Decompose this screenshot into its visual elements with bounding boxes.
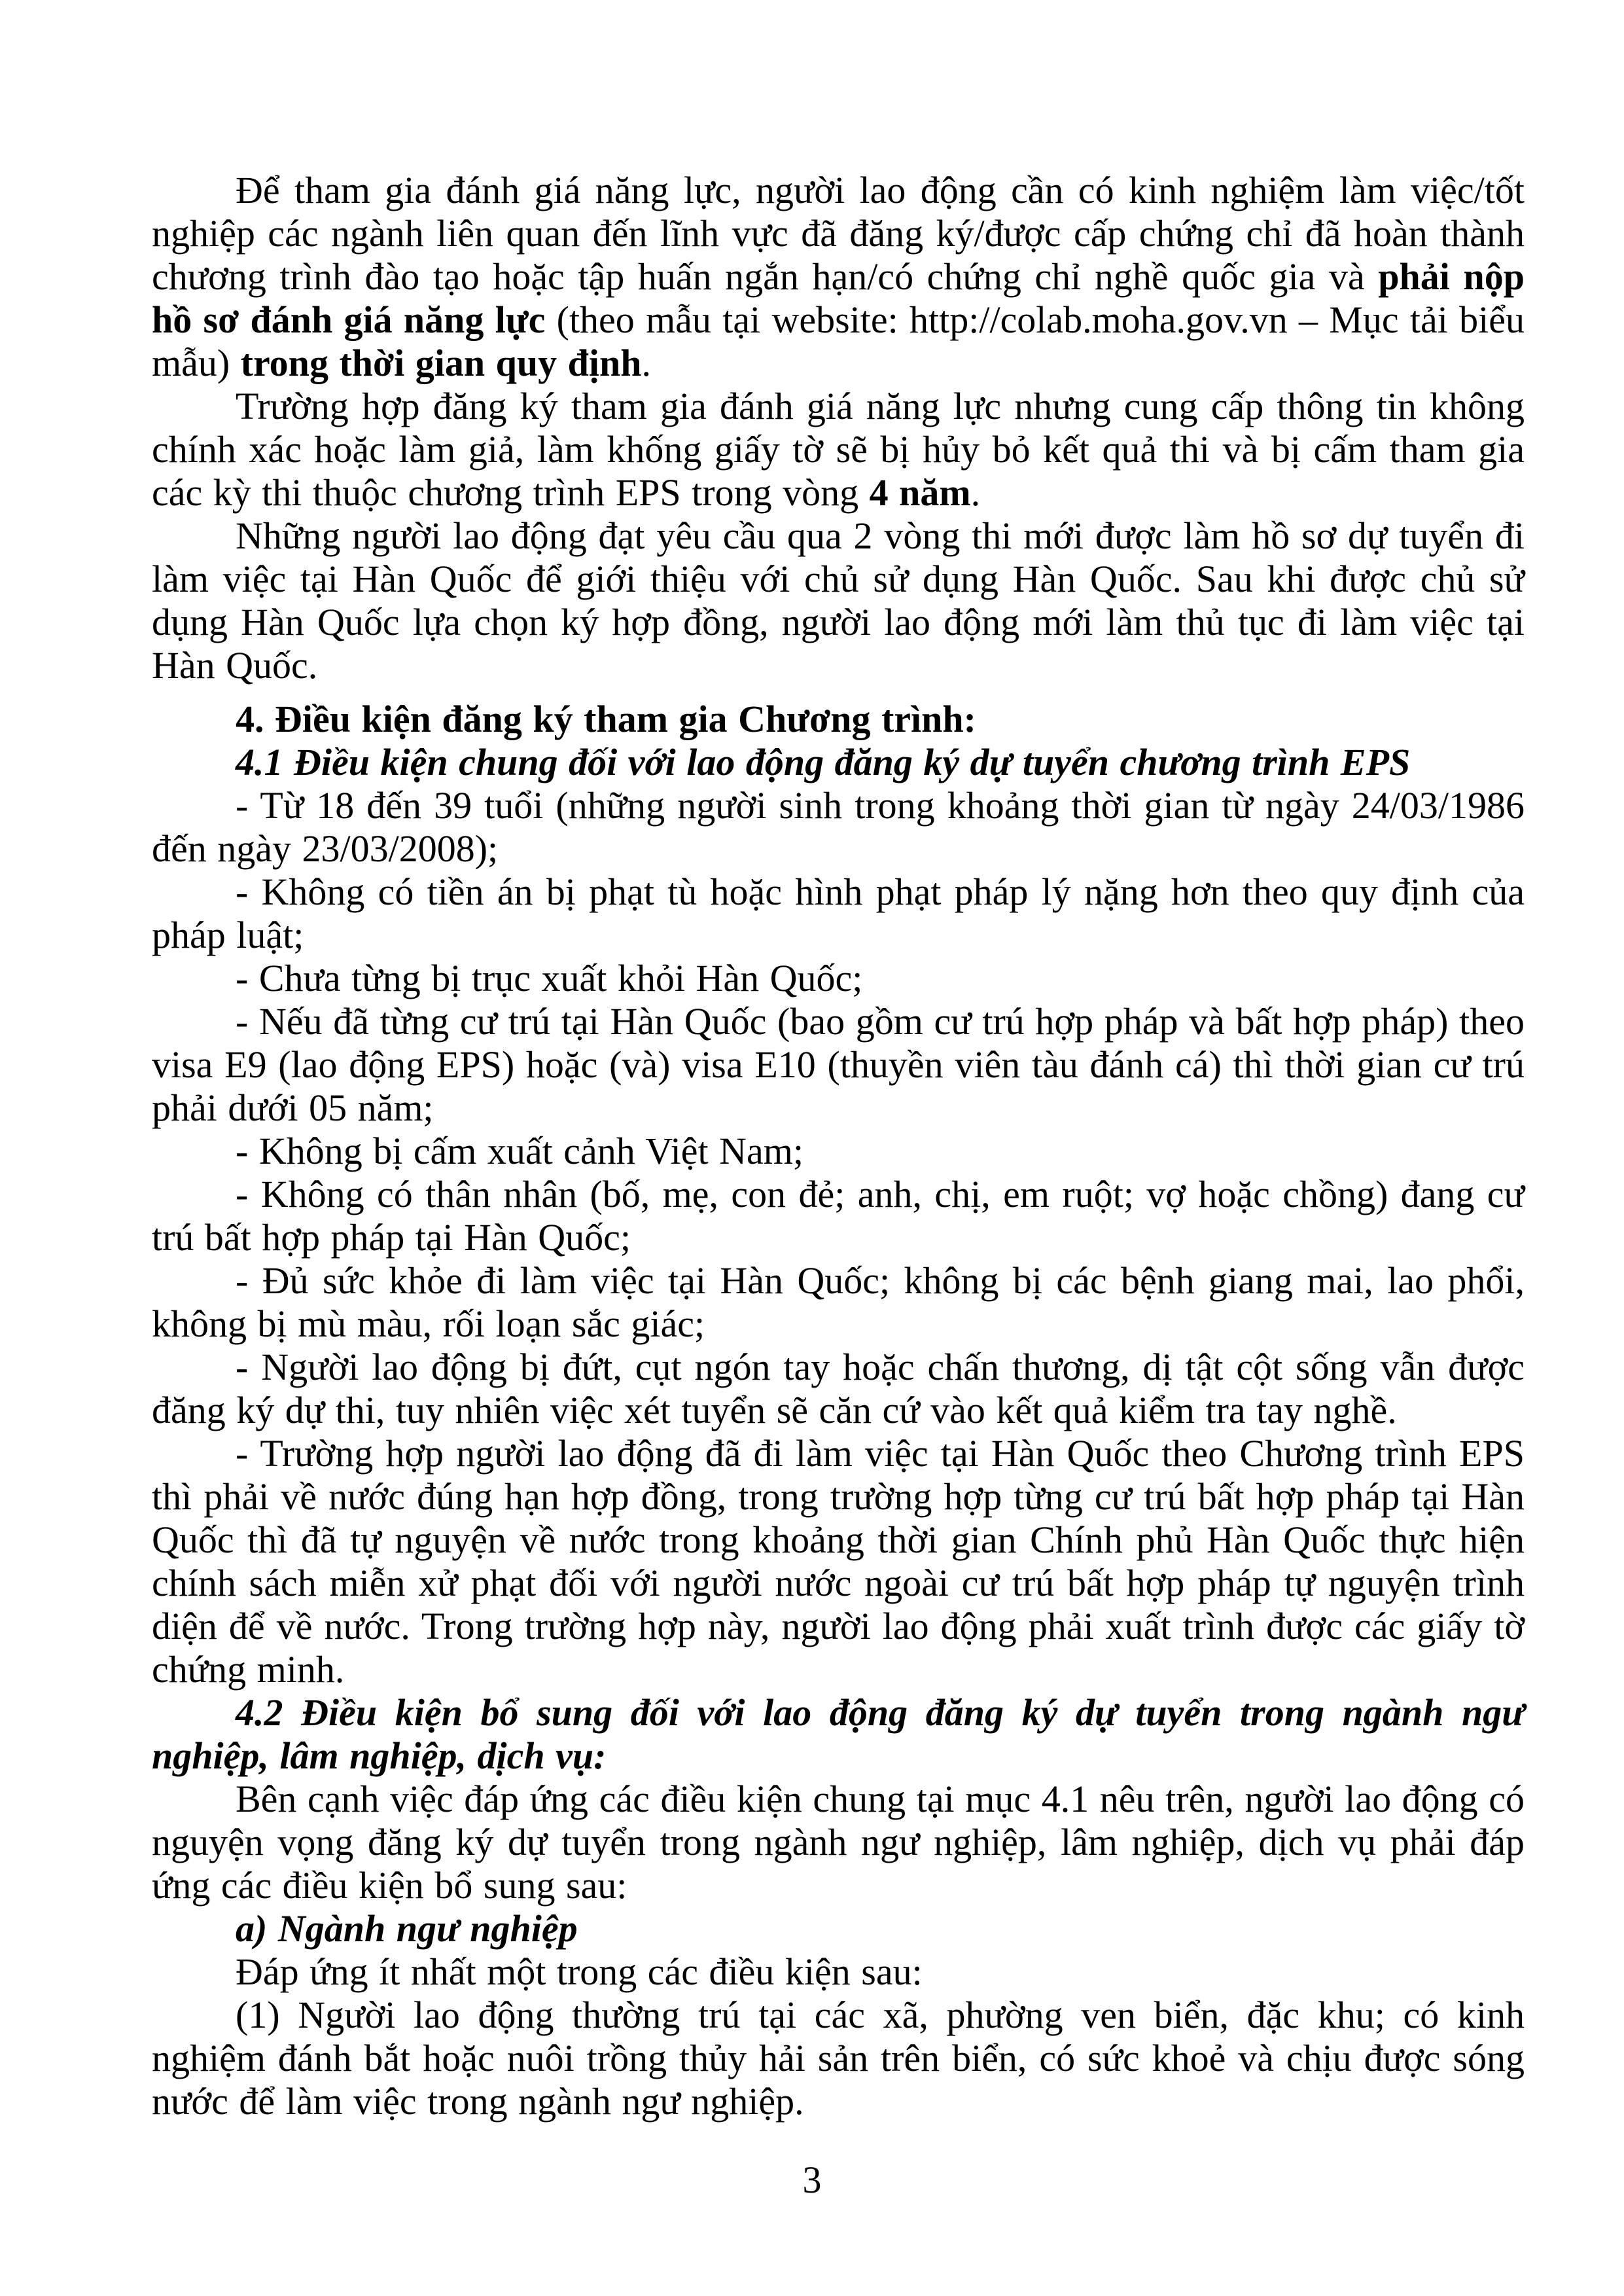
section-heading-4-1 [152, 741, 1525, 784]
text-run: - Đủ sức khỏe đi làm việc tại Hàn Quốc; không bị các bệnh giang mai, lao phổi, không bị mù màu, rối loạn sắc giác; [152, 1259, 1525, 1345]
text-run: - Không có tiền án bị phạt tù hoặc hình phạt pháp lý nặng hơn theo quy định của pháp luật; [152, 870, 1525, 956]
section-heading-a [152, 1907, 1525, 1950]
text-content [152, 169, 1525, 2123]
page-number: 3 [802, 2159, 822, 2201]
text-run: . [641, 342, 652, 384]
para-at-least-one [152, 1950, 1525, 1994]
text-run: . [970, 471, 981, 514]
bullet-age [152, 784, 1525, 870]
text-run: - Người lao động bị đứt, cụt ngón tay hoặc chấn thương, dị tật cột sống vẫn được đăng ký dự thi, tuy nhiên việc xét tuyển sẽ căn cứ vào kết quả kiểm tra tay nghề. [152, 1346, 1525, 1431]
text-run: Để tham gia đánh giá năng lực, người lao động cần có kinh nghiệm làm việc/tốt nghiệp các ngành liên quan đến lĩnh vực đã đăng ký/được cấp chứng chỉ đã hoàn thành chương trình đào tạo hoặc tập huấn ngắn hạn/có chứng chỉ nghề quốc gia và [152, 169, 1525, 298]
text-run: 4.1 Điều kiện chung đối với lao động đăng ký dự tuyển chương trình EPS [236, 741, 1411, 783]
bullet-exit-ban [152, 1130, 1525, 1173]
section-heading-4-2 [152, 1691, 1525, 1778]
text-run: (1) Người lao động thường trú tại các xã, phường ven biển, đặc khu; có kinh nghiệm đánh bắt hoặc nuôi trồng thủy hải sản trên biển, có sức khoẻ và chịu được sóng nước để làm việc trong ngành ngư nghiệp. [152, 1994, 1525, 2123]
text-run: Đáp ứng ít nhất một trong các điều kiện sau: [236, 1950, 923, 1993]
text-run: Bên cạnh việc đáp ứng các điều kiện chung tại mục 4.1 nêu trên, người lao động có nguyện vọng đăng ký dự tuyển trong ngành ngư nghiệp, lâm nghiệp, dịch vụ phải đáp ứng các điều kiện bổ sung sau: [152, 1778, 1525, 1907]
text-run: 4.2 Điều kiện bổ sung đối với lao động đăng ký dự tuyển trong ngành ngư nghiệp, lâm nghiệp, dịch vụ: [152, 1691, 1525, 1777]
bullet-criminal-record [152, 870, 1525, 957]
text-run: - Từ 18 đến 39 tuổi (những người sinh trong khoảng thời gian từ ngày 24/03/1986 đến ngày 23/03/2008); [152, 784, 1525, 870]
text-run: phải nộp hồ sơ đánh giá năng lực [152, 255, 1525, 341]
text-run: Trường hợp đăng ký tham gia đánh giá năng lực nhưng cung cấp thông tin không chính xác hoặc làm giả, làm khống giấy tờ sẽ bị hủy bỏ kết quả thi và bị cấm tham gia các kỳ thi thuộc chương trình EPS trong vòng [152, 385, 1525, 514]
bullet-relatives [152, 1173, 1525, 1259]
para-fishery-condition-1 [152, 1994, 1525, 2123]
para-two-rounds [152, 514, 1525, 687]
text-run: trong thời gian quy định [240, 342, 642, 384]
text-run: 4 năm [869, 471, 971, 514]
para-fraud-warning [152, 385, 1525, 514]
text-run: 4. Điều kiện đăng ký tham gia Chương trình: [236, 698, 976, 740]
bullet-deportation [152, 957, 1525, 1000]
bullet-returnees [152, 1432, 1525, 1691]
text-run: Những người lao động đạt yêu cầu qua 2 vòng thi mới được làm hồ sơ dự tuyển đi làm việc tại Hàn Quốc để giới thiệu với chủ sử dụng Hàn Quốc. Sau khi được chủ sử dụng Hàn Quốc lựa chọn ký hợp đồng, người lao động mới làm thủ tục đi làm việc tại Hàn Quốc. [152, 514, 1525, 687]
text-run: (theo mẫu tại website: http://colab.moha.gov.vn – Mục tải biểu mẫu) [152, 298, 1525, 384]
text-run: - Không bị cấm xuất cảnh Việt Nam; [236, 1130, 803, 1172]
text-run: - Nếu đã từng cư trú tại Hàn Quốc (bao gồm cư trú hợp pháp và bất hợp pháp) theo visa E9 (lao động EPS) hoặc (và) visa E10 (thuyền viên tàu đánh cá) thì thời gian cư trú phải dưới 05 năm; [152, 1000, 1525, 1129]
text-run: a) Ngành ngư nghiệp [236, 1907, 578, 1950]
bullet-health [152, 1259, 1525, 1346]
text-run: - Trường hợp người lao động đã đi làm việc tại Hàn Quốc theo Chương trình EPS thì phải về nước đúng hạn hợp đồng, trong trường hợp từng cư trú bất hợp pháp tại Hàn Quốc thì đã tự nguyện về nước trong khoảng thời gian Chính phủ Hàn Quốc thực hiện chính sách miễn xử phạt đối với người nước ngoài cư trú bất hợp pháp tự nguyện trình diện để về nước. Trong trường hợp này, người lao động phải xuất trình được các giấy tờ chứng minh. [152, 1432, 1525, 1691]
section-heading-4 [152, 698, 1525, 741]
text-run: - Không có thân nhân (bố, mẹ, con đẻ; anh, chị, em ruột; vợ hoặc chồng) đang cư trú bất hợp pháp tại Hàn Quốc; [152, 1173, 1525, 1259]
bullet-injury [152, 1346, 1525, 1432]
text-run: - Chưa từng bị trục xuất khỏi Hàn Quốc; [236, 957, 863, 999]
bullet-previous-residence [152, 1000, 1525, 1130]
para-additional-conditions [152, 1778, 1525, 1907]
para-capability-assessment [152, 169, 1525, 385]
